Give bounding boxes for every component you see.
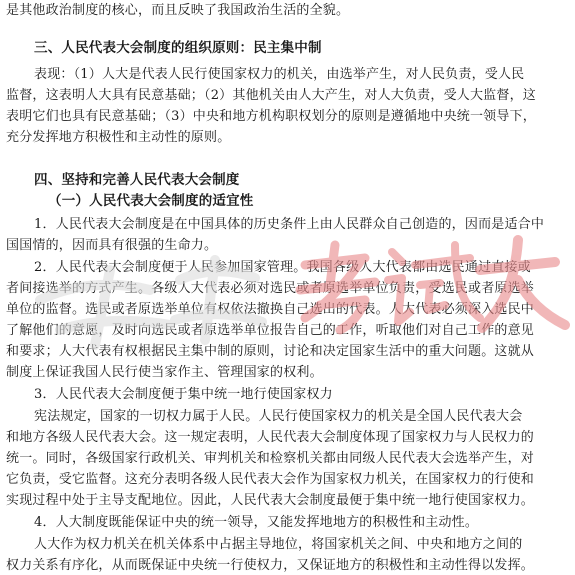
paragraph-line: 单位的监督。选民或者原选举单位有权依法撤换自己选出的代表。人大代表必须深入选民中 (6, 302, 535, 317)
paragraph-line: 和地方各级人民代表大会。这一规定表明，人民代表大会制度体现了国家权力与人民权力的 (6, 430, 535, 445)
paragraph-line: 和要求；人大代表有权根据民主集中制的原则，讨论和决定国家生活中的重大问题。这就从 (6, 344, 535, 359)
paragraph-line: 它负责，受它监督。这充分表明各级人民代表大会作为国家权力机关，在国家权力的行使和 (6, 472, 535, 487)
section-heading-4: 四、坚持和完善人民代表大会制度 (34, 172, 240, 188)
paragraph-line: 权力关系有序化，从而既保证中央统一行使权力，又保证地方的积极性和主动性得以发挥。 (6, 558, 535, 573)
paragraph-line: 表明它们也具有民意基础；（3）中央和地方机构职权划分的原则是遵循地中央统一领导下， (6, 109, 536, 124)
paragraph-line: 了解他们的意愿，及时向选民或者原选举单位报告自己的工作，听取他们对自己工作的意见 (6, 323, 535, 338)
subsection-heading-1: （一）人民代表大会制度的适宜性 (48, 193, 254, 209)
paragraph-line: 制度上保证我国人民行使当家作主、管理国家的权利。 (6, 365, 323, 380)
paragraph-line: 监督，这表明人大具有民意基础；（2）其他机关由人大产生，对人大负责，受人大监督，这 (6, 88, 536, 103)
paragraph-line: 实现过程中处于主导支配地位。因此，人民代表大会制度最便于集中统一地行使国家权力。 (6, 493, 535, 508)
paragraph-line: 人大作为权力机关在机关体系中占据主导地位，将国家机关之间、中央和地方之间的 (34, 537, 523, 552)
paragraph-line: 宪法规定，国家的一切权力属于人民。人民行使国家权力的机关是全国人民代表大会 (34, 409, 523, 424)
paragraph-line: 是其他政治制度的核心，而且反映了我国政治生活的全貌。 (6, 3, 350, 18)
paragraph-line: 4．人大制度既能保证中央的统一领导，又能发挥地地方的积极性和主动性。 (34, 515, 479, 530)
paragraph-line: 2．人民代表大会制度便于人民参加国家管理。我国各级人大代表都由选民通过直接或 (34, 260, 531, 275)
paragraph-line: 1．人民代表大会制度是在中国具体的历史条件上由人民群众自己创造的，因而是适合中 (34, 217, 545, 232)
section-heading-3: 三、人民代表大会制度的组织原则：民主集中制 (34, 40, 322, 56)
paragraph-line: 充分发挥地方积极性和主动性的原则。 (6, 130, 231, 145)
paragraph-line: 统一。同时，各级国家行政机关、审判机关和检察机关都由同级人民代表大会选举产生，对 (6, 451, 535, 466)
paragraph-line: 者间接选举的方式产生。各级人大代表必须对选民或者原选举单位负责，受选民或者原选举 (6, 281, 535, 296)
paragraph-line: 3．人民代表大会制度便于集中统一地行使国家权力 (34, 387, 333, 402)
paragraph-line: 国国情的，因而具有很强的生命力。 (6, 238, 218, 253)
paragraph-line: 表现：（1）人大是代表人民行使国家权力的机关，由选举产生，对人民负责，受人民 (34, 67, 525, 82)
